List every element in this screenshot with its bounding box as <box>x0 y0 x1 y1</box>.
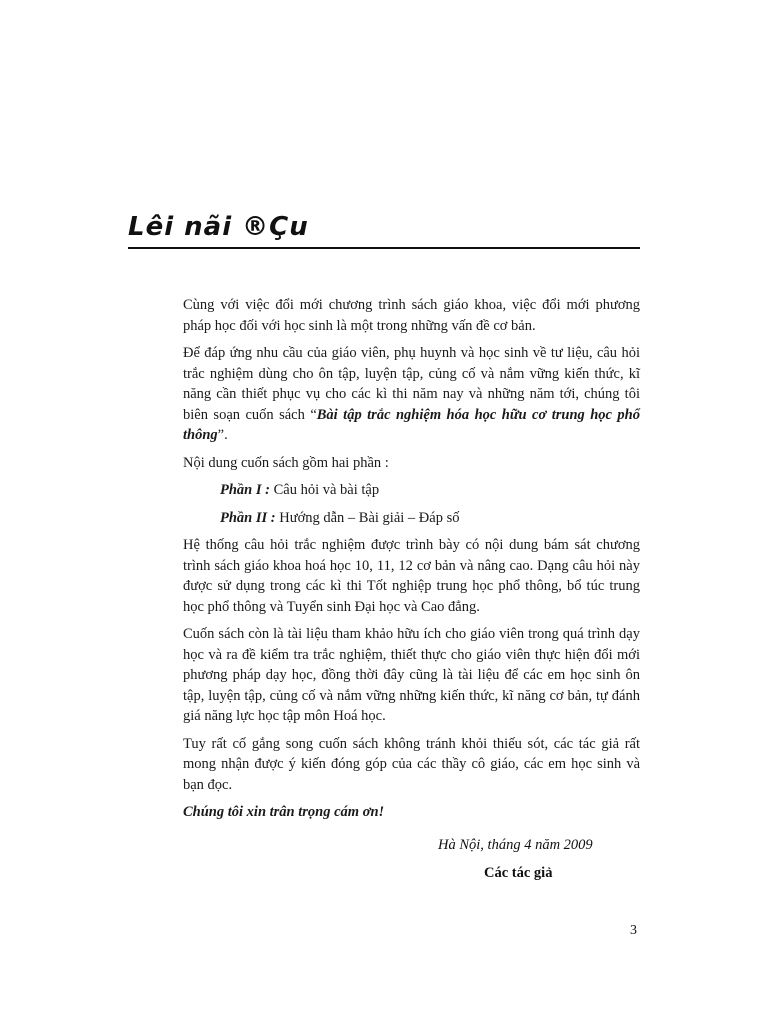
part-one-label: Phần I : <box>220 482 270 498</box>
place-date: Hà Nội, tháng 4 năm 2009 <box>438 837 593 853</box>
paragraph-thanks: Chúng tôi xin trân trọng cám ơn! <box>183 804 385 820</box>
part-two-label: Phần II : <box>220 509 276 526</box>
paragraph-reference: Cuốn sách còn là tài liệu tham khảo hữu ích cho giáo viên trong quá trình dạy học và ra đề kiểm tra trắc nghiệm, thiết thực cho giáo viên thực hiện đổi mới phương pháp dạy học, đồng thời đây cũng là tài liệu để các em học sinh ôn tập, luyện tập, củng cố và nắm vững những kiến thức, kĩ năng cơ bản, tự đánh giá năng lực học tập môn Hoá học. <box>183 626 640 724</box>
purpose-text-end: ”. <box>217 427 228 443</box>
purpose-text: Để đáp ứng nhu cầu của giáo viên, phụ huynh và học sinh về tư liệu, câu hỏi trắc nghiệm dùng cho ôn tập, luyện tập, củng cố và nắm vững kiến thức, kĩ năng cần thiết phục vụ cho các kì thi năm nay và những năm tới, chúng tôi biên soạn cuốn sách “ <box>183 345 640 423</box>
paragraph-system: Hệ thống câu hỏi trắc nghiệm được trình bày có nội dung bám sát chương trình sách giáo khoa hoá học 10, 11, 12 cơ bản và nâng cao. Dạng câu hỏi này được sử dụng trong các kì thi Tốt nghiệp trung học phổ thông, bổ túc trung học phổ thông và Tuyển sinh Đại học và Cao đẳng. <box>183 537 640 615</box>
title-underline-divider <box>128 247 640 249</box>
page-title: Lêi nãi ®Çu <box>128 212 309 242</box>
part-two-item <box>183 508 640 529</box>
preface-body <box>183 295 640 830</box>
paragraph-contents: Nội dung cuốn sách gồm hai phần : <box>183 454 389 471</box>
page-number: 3 <box>630 923 637 938</box>
part-two-text: Hướng dẫn – Bài giải – Đáp số <box>275 509 460 526</box>
book-title: Bài tập trắc nghiệm hóa học hữu cơ trung học phổ thông <box>183 406 640 443</box>
paragraph-feedback: Tuy rất cố gắng song cuốn sách không tránh khỏi thiếu sót, các tác giả rất mong nhận được ý kiến đóng góp của các thầy cô giáo, các em học sinh và bạn đọc. <box>183 735 640 793</box>
part-one-text: Câu hỏi và bài tập <box>269 482 380 498</box>
part-one-item <box>183 480 640 501</box>
signature-block <box>438 835 638 883</box>
paragraph-purpose <box>183 343 640 446</box>
authors-label: Các tác giả <box>484 865 553 881</box>
paragraph-intro: Cùng với việc đổi mới chương trình sách giáo khoa, việc đổi mới phương pháp học đối với học sinh là một trong những vấn đề cơ bản. <box>183 297 640 334</box>
